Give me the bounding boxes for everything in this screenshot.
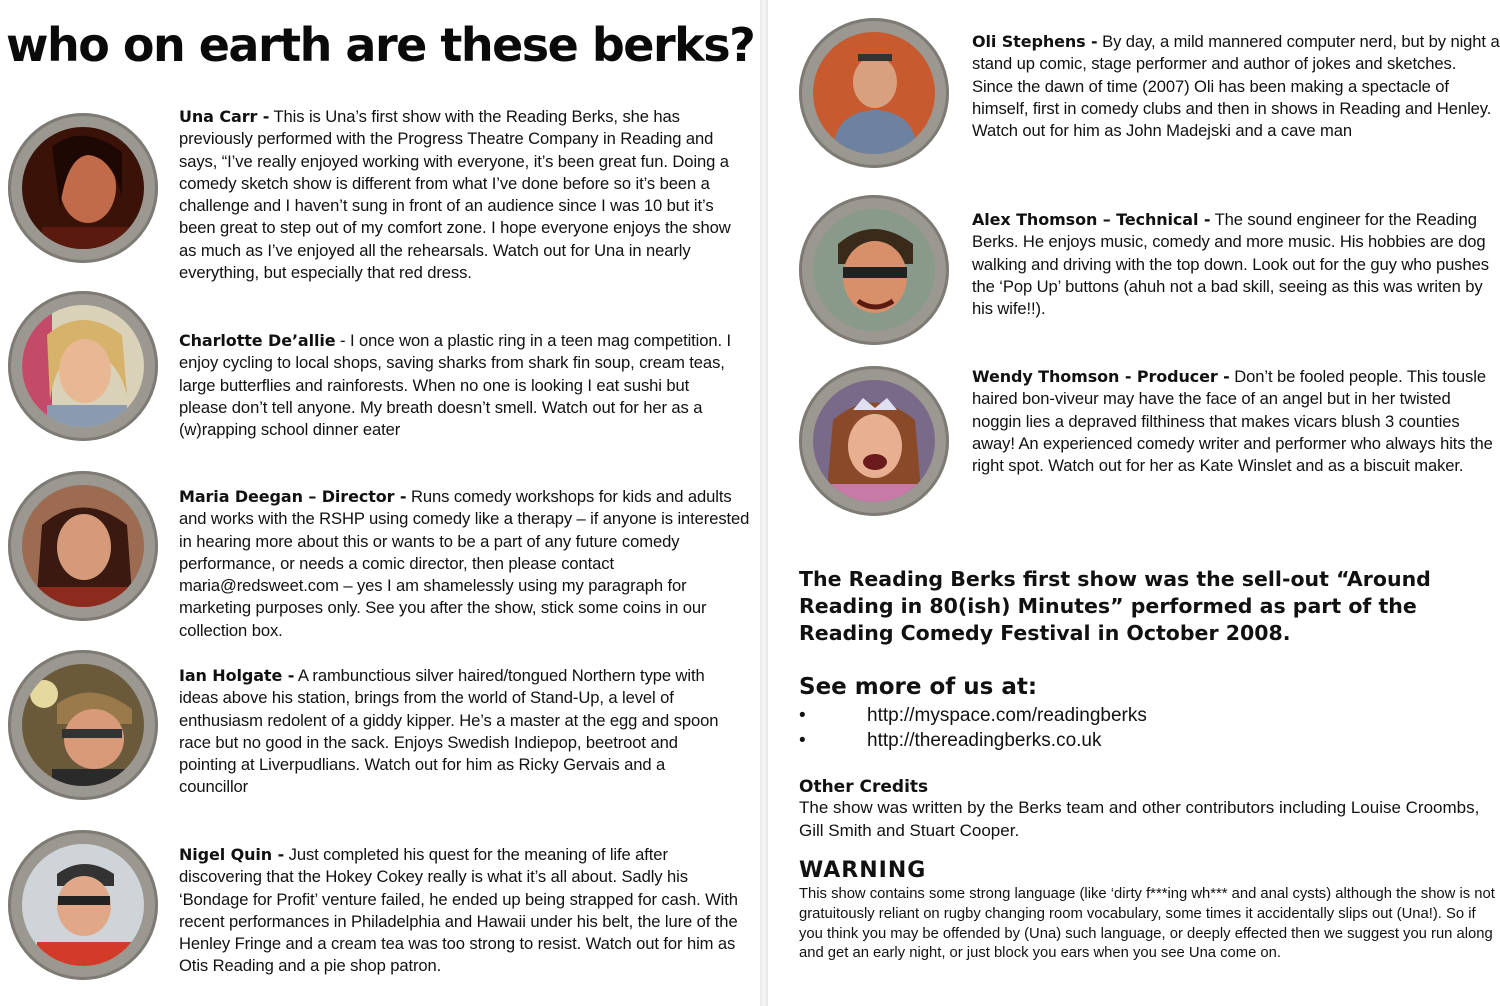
una-carr-photo [8,113,158,263]
credits-text: The show was written by the Berks team and other contributors including Louise Croombs, Gill Smith and Stuart Cooper. [799,798,1480,840]
bio-body: - I once won a plastic ring in a teen mag competition. I enjoy cycling to local shops, saving sharks from shark fin soup, cream teas, large butterflies and rainforests. When no one is looking I eat sushi but please don’t tell anyone. My breath doesn’t smell. Watch out for her as a (w)rapping school dinner eater [179,331,732,440]
see-more-heading: See more of us at: [799,674,1038,700]
myspace-link[interactable]: http://myspace.com/readingberks [867,705,1147,726]
warning-heading: WARNING [799,858,927,883]
oli-stephens-photo [799,18,949,168]
bio-body: Runs comedy workshops for kids and adults and works with the RSHP using comedy like a therapy – if anyone is interested in hearing more about this or wants to be a part of any future comedy performance, or needs a comic director, then please contact maria@redsweet.com – yes I am shamelessly using my paragraph for marketing purposes only. See you after the show, stick some coins in our collection box. [179,487,750,640]
website-link[interactable]: http://thereadingberks.co.uk [867,730,1102,751]
bio-charlotte-deallie [179,330,739,441]
bio-name: Maria Deegan – Director - [179,487,407,506]
first-show-announcement: The Reading Berks first show was the sell-out “Around Reading in 80(ish) Minutes” performed as part of the Reading Comedy Festival in October 2008. [799,567,1431,645]
bio-body: The sound engineer for the Reading Berks. He enjoys music, comedy and more music. His hobbies are dog walking and driving with the top down. Look out for the guy who pushes the ‘Pop Up’ buttons (ahuh not a bad skill, seeing as this was writen by his wife!!). [972,210,1489,319]
bio-oli-stephens [972,31,1500,142]
bio-maria-deegan [179,486,759,642]
bio-body: This is Una’s first show with the Reading Berks, she has previously performed with the Progress Theatre Company in Reading and says, “I’ve really enjoyed working with everyone, it’s been great fun. Doing a comedy sketch show is different from what I’ve done before so it’s been a challenge and I haven’t sung in front of an audience since I was 10 but it’s been great to step out of my comfort zone. I hope everyone enjoys the show as much as I’ve enjoyed all the rehearsals. Watch out for Una in nearly everything, but especially that red dress. [179,107,731,283]
bio-nigel-quin [179,844,739,978]
bullet: • [799,730,806,751]
bio-body: Don’t be fooled people. This tousle haired bon-viveur may have the face of an angel but in her twisted noggin lies a depraved filthiness that makes vicars blush 3 counties away! An experienced comedy writer and performer who always hits the right spot. Watch out for her as Kate Winslet and as a biscuit maker. [972,367,1493,476]
page-title: who on earth are these berks? [6,18,755,72]
bio-una-carr [179,106,749,284]
page-fold [760,0,768,1006]
bio-body: A rambunctious silver haired/tongued Northern type with ideas above his station, brings from the world of Stand-Up, a level of enthusiasm redolent of a giddy kipper. He’s a master at the egg and spoon race but no good in the sack. Enjoys Swedish Indiepop, beetroot and pointing at Liverpudlians. Watch out for him as Ricky Gervais and a councillor [179,666,719,797]
wendy-thomson-photo [799,366,949,516]
link-item [799,703,1147,728]
bio-name: Nigel Quin - [179,845,285,864]
credits-heading: Other Credits [799,777,929,797]
charlotte-deallie-photo [8,291,158,441]
bio-body: By day, a mild mannered computer nerd, but by night a stand up comic, stage performer and author of jokes and sketches. Since the dawn of time (2007) Oli has been making a spectacle of himself, first in comedy clubs and then in shows in Reading and Henley. Watch out for him as John Madejski and a cave man [972,32,1500,141]
warning-text: This show contains some strong language (like ‘dirty f***ing wh*** and anal cysts) although the show is not gratuitously reliant on rugby changing room vocabulary, some times it accidentally slips out (Una!). So if you think you may be offended by (Una) such language, or deeply effected then we suggest you run along and get an early night, or just block you ears when you see Una come on. [799,886,1495,962]
maria-deegan-photo [8,471,158,621]
bio-wendy-thomson [972,366,1500,477]
bio-name: Una Carr - [179,107,270,126]
links-list [799,703,1147,753]
bio-name: Alex Thomson – Technical - [972,210,1211,229]
bio-name: Wendy Thomson - Producer - [972,367,1230,386]
bio-name: Oli Stephens - [972,32,1098,51]
bio-body: Just completed his quest for the meaning of life after discovering that the Hokey Cokey really is what it’s all about. Sadly his ‘Bondage for Profit’ venture failed, he ended up being strapped for cash. With recent performances in Philadelphia and Hawaii under his belt, the lure of the Henley Fringe and a cream tea was too strong to resist. Watch out for him as Otis Reading and a pie shop patron. [179,845,738,976]
nigel-quin-photo [8,830,158,980]
bio-ian-holgate [179,665,724,799]
bio-name: Ian Holgate - [179,666,295,685]
bullet: • [799,705,806,726]
alex-thomson-photo [799,195,949,345]
link-item [799,728,1147,753]
ian-holgate-photo [8,650,158,800]
bio-alex-thomson [972,209,1500,320]
bio-name: Charlotte De’allie [179,331,336,350]
